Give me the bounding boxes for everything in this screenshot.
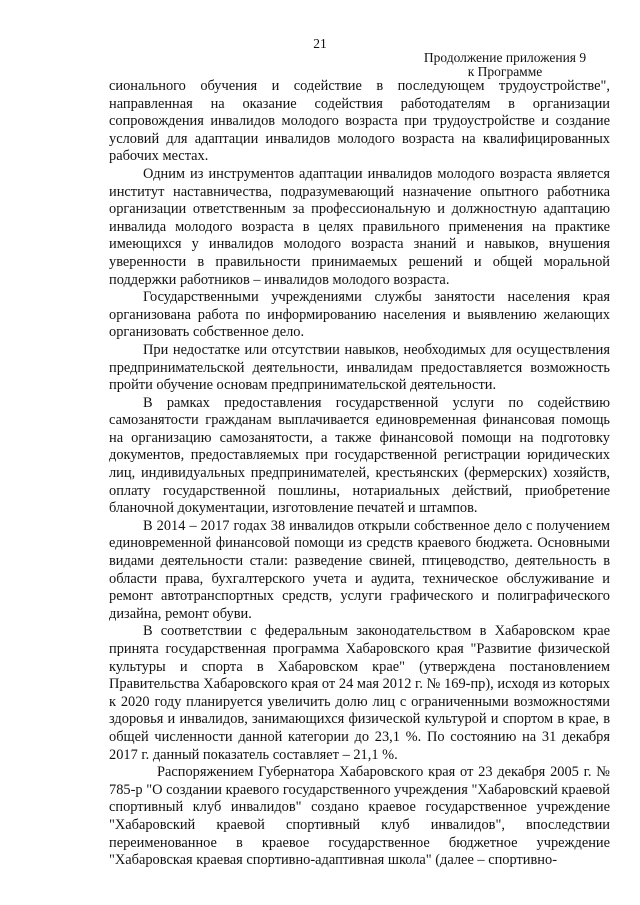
page-number: 21 [313,36,327,51]
paragraph-1: сионального обучения и содействие в последующем трудоустройстве", направленная на оказание содействия работодателям в организации сопровождения инвалидов молодого возраста при трудоустройстве и создание условий для адаптации инвалидов молодого возраста на квалифицированных рабочих местах. [109,78,610,165]
paragraph-8: Распоряжением Губернатора Хабаровского края от 23 декабря 2005 г. № 785-р "О создании краевого государственного учреждения "Хабаровский краевой спортивный клуб инвалидов" создано краевое государственное учреждение "Хабаровский краевой спортивный клуб инвалидов", впоследствии переименованное в краевое государственное бюджетное учреждение "Хабаровская краевая спортивно-адаптивная школа" (далее – спортивно- [109,764,610,869]
paragraph-7: В соответствии с федеральным законодательством в Хабаровском крае принята государственная программа Хабаровского края "Развитие физической культуры и спорта в Хабаровском крае" (утверждена постановлением Правительства Хабаровского края от 24 мая 2012 г. № 169-пр), исходя из которых к 2020 году планируется увеличить долю лиц с ограниченными возможностями здоровья и инвалидов, занимающихся физической культурой и спортом в крае, в общей численности данной категории до 23,1 %. По состоянию на 31 декабря 2017 г. данный показатель составляет – 21,1 %. [109,623,610,763]
paragraph-6: В 2014 – 2017 годах 38 инвалидов открыли собственное дело с получением единовременной финансовой помощи из средств краевого бюджета. Основными видами деятельности стали: разведение свиней, птицеводство, деятельность в области права, бухгалтерского учета и аудита, техническое обслуживание и ремонт автотранспортных средств, услуги графического и полиграфического дизайна, ремонт обуви. [109,517,610,622]
appendix-continuation-note [405,51,605,79]
paragraph-4: При недостатке или отсутствии навыков, необходимых для осуществления предпринимательской деятельности, инвалидам предоставляется возможность пройти обучение основам предпринимательской деятельности. [109,341,610,394]
paragraph-5: В рамках предоставления государственной услуги по содействию самозанятости гражданам выплачивается единовременная финансовая помощь на организацию самозанятости, а также финансовой помощи на подготовку документов, предоставляемых при государственной регистрации юридических лиц, индивидуальных предпринимателей, крестьянских (фермерских) хозяйств, оплату государственной пошлины, нотариальных действий, приобретение бланочной документации, изготовление печатей и штампов. [109,394,610,517]
paragraph-3: Государственными учреждениями службы занятости населения края организована работа по информированию населения и выявлению желающих организовать собственное дело. [109,289,610,341]
paragraph-2: Одним из инструментов адаптации инвалидов молодого возраста является институт наставничества, подразумевающий назначение опытного работника организации ответственным за профессиональную и должностную адаптацию инвалида молодого возраста в целях правильного применения на практике имеющихся у инвалидов молодого возраста знаний и навыков, внушения уверенности в правильности принимаемых решений и общей моральной поддержки работников – инвалидов молодого возраста. [109,165,610,288]
continuation-line-1: Продолжение приложения 9 [423,50,587,65]
continuation-line-2: к Программе [467,64,543,79]
document-body [109,78,610,870]
